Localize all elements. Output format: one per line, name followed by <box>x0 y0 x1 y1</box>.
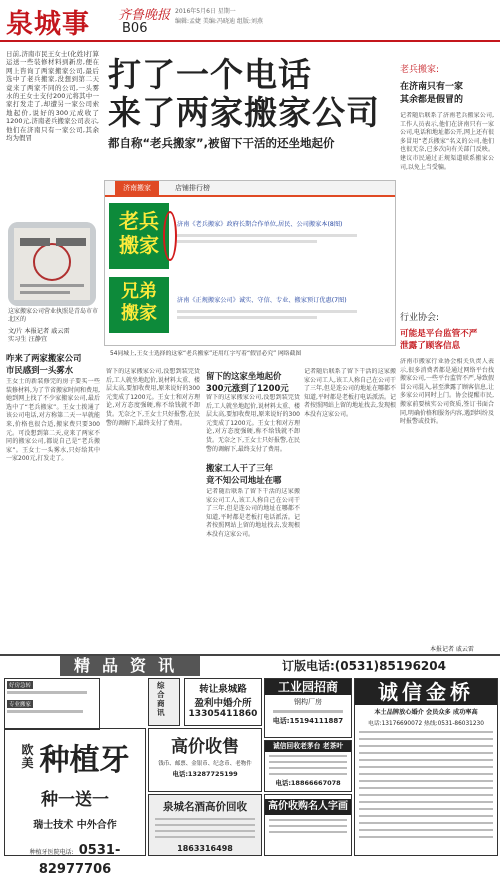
sidebar1-kicker: 老兵搬家: <box>400 65 440 75</box>
section-title: 泉城事 <box>6 9 90 40</box>
moving-sign-green <box>109 203 169 269</box>
ads-header <box>0 654 500 676</box>
byline-line2: 实习生 汪静宜 <box>8 336 48 343</box>
ads-header-left: 精品资讯 <box>60 656 200 676</box>
masthead-meta-date: 2016年5月6日 星期一 <box>175 8 236 15</box>
ad-liquor-sub: 泉城名酒高价回收 <box>163 801 247 813</box>
sidebar1-title-line1: 在济南只有一家 <box>400 82 464 92</box>
subhead-2-line2: 300元涨到了1200元 <box>206 383 289 393</box>
ad-calligraphy-title: 高价收购名人字画 <box>265 799 351 815</box>
license-photo <box>8 222 96 306</box>
ad-gold-listings <box>359 731 493 843</box>
moving-sign-text: 老兵搬家 <box>119 209 159 257</box>
subhead-3-line2: 竟不知公司地址在哪 <box>206 475 282 485</box>
ad-gold-sub: 本土品牌放心婚介 会员众多 成功率高 <box>374 709 478 716</box>
screenshot-tabbar <box>105 181 395 197</box>
ad-shop-listings <box>4 678 100 730</box>
sidebar2-title-line1: 可能是平台监管不严 <box>400 329 478 339</box>
tab-local-moving: 济南搬家 <box>115 181 159 195</box>
headline <box>108 56 398 151</box>
moving-sign-text-2: 兄弟搬家 <box>121 281 157 324</box>
ad-shop-1-line <box>7 691 87 694</box>
ad-shop-2-line <box>7 710 83 713</box>
byline <box>8 328 100 344</box>
ad-transfer <box>184 678 262 726</box>
page-number: B06 <box>122 21 148 36</box>
subhead-1-line1: 咋来了两家搬家公司 <box>6 353 82 363</box>
masthead-rule <box>0 40 500 42</box>
ad-comprehensive-title: 综合商讯 <box>157 681 165 717</box>
ad-dental-promo: 种一送一 <box>41 790 109 810</box>
screenshot-caption: 54同城上,王女士选择的这家“老兵搬家”还用红字写着“假冒必究” 网络截图 <box>110 351 302 357</box>
ad-dental <box>4 728 146 877</box>
listing-result-1-meta <box>177 234 357 237</box>
ad-industrial-details <box>273 710 343 713</box>
body-col-4: 记者随后联系了留下干活的这家搬家公司工人,该工人称自己在公司干了三年,但是连公司的地址在哪都不知道,平时都是老板打电话派活。记者按照网站上留的地址找去,发现根本没有这家公司。 <box>304 368 396 418</box>
body-col-3: 留下的这家搬家公司,没想到装完货后,工人就坐地起价,说材料太重、楼层太高,要加收费用,原来说好的300元变成了1200元。王女士和对方理论,对方态度强硬,称不给钱就不卸货。无奈之下,王女士只好报警,在民警的调解下,最终支付了费用。 <box>206 394 300 453</box>
subhead-2-line1: 留下的这家坐地起价 <box>206 371 282 381</box>
ad-shop-1: 好房急转 <box>9 683 32 689</box>
listing-result-2-meta <box>177 310 357 313</box>
body-col-1: 王女士的新装修完的房子要买一些装修材料,为了节省搬家时间和费用,她到网上找了不少家搬家公司,最后选中了“老兵搬家”。王女士拨通了该公司电话,对方称第二天一早就能来,价格也很合适,搬家费只要300元。可没想到第二天,竟来了两家不同的搬家公司,都说自己是“老兵搬家”。王女士一头雾水,只好给其中一家200元,打发走了。 <box>6 378 100 463</box>
sidebar-old-soldier <box>400 62 496 105</box>
listing-result-1-meta-2 <box>177 240 317 243</box>
ad-dental-title: 种植牙 <box>39 743 130 778</box>
listing-result-2-title[interactable]: 济南《正规搬家公司》诚实、守信、专业、搬家预订优惠 <box>177 297 332 304</box>
masthead-meta-editors: 编辑:孟婕 美编:冯晓迪 组版:刘燕 <box>175 18 263 25</box>
ads-header-phone: 订版电话:(0531)85196204 <box>282 659 446 673</box>
ad-industrial <box>264 678 352 738</box>
ad-collection-sub: 钱币、邮票、金银币、纪念币、老物件 <box>158 761 252 767</box>
license-photo-caption: 这家搬家公司营业执照是青岛市市北区的 <box>8 308 99 323</box>
body-col-3b: 记者随后联系了留下干活的这家搬家公司工人,该工人称自己在公司干了三年,但是连公司的地址在哪都不知道,平时都是老板打电话派活。记者按照网站上留的地址找去,发现根本没有这家公司。 <box>206 488 300 538</box>
sidebar1-body: 记者随后联系了济南老兵搬家公司,工作人员表示,他们在济南只有一家公司,电话和地址都公开,网上还有很多冒用“老兵搬家”名义的公司,他们也很无奈,已多次向有关部门反映。建议市民通过正规渠道联系搬家公司,以免上当受骗。 <box>400 112 494 171</box>
license-photo-image <box>8 222 96 306</box>
ad-recycle-phone[interactable]: 电话:18866667078 <box>275 779 341 787</box>
listing-result-1-title[interactable]: 济南《老兵搬家》政府长期合作单位,居民、公司搬家本 <box>177 221 328 228</box>
masthead <box>0 0 500 46</box>
ad-industrial-sub: 钢构厂房 <box>294 698 322 706</box>
ad-collection <box>148 728 262 792</box>
body-col-2a: 留下的这家搬家公司,没想到装完货后,工人就坐地起价,说材料太重、楼层太高,要加收费用,原来说好的300元变成了1200元。王女士和对方理论,对方态度强硬,称不给钱就不卸货。无奈之下,王女士只好报警,在民警的调解下,最终支付了费用。 <box>106 368 200 427</box>
ad-dental-brand: 欧美 <box>21 743 34 770</box>
ad-comprehensive <box>148 678 180 726</box>
ad-industrial-phone[interactable]: 电话:15194111887 <box>272 717 344 725</box>
subhead-1-line2: 市民感到一头雾水 <box>6 365 73 375</box>
sidebar-industry-assoc <box>400 310 496 351</box>
subhead-3-line1: 搬家工人干了三年 <box>206 463 273 473</box>
ad-recycle-title: 诚信回收老茅台 老茶叶 <box>265 741 351 752</box>
intro-text: 日前,济南市民王女士(化姓)打算运送一些装修材料到新房,便在网上咨询了两家搬家公司,最后选中了老兵搬家,没想到第二天竟来了两家不同的公司,一头雾水的王女士支付200元将其中一家打发走了,却遭另一家公司索地起价,说好的300元成收了1200元,济南老兵搬家公司表示,他们在济南只有一家公司,其余均为假冒 <box>6 50 99 143</box>
ad-liquor-lines <box>155 818 255 840</box>
listing-result-2[interactable] <box>177 287 389 319</box>
ad-transfer-phone[interactable]: 13305411860 <box>188 709 258 719</box>
ad-calligraphy <box>264 794 352 856</box>
ad-dental-tech: 瑞士技术 中外合作 <box>33 820 117 831</box>
ad-recycle <box>264 740 352 792</box>
web-screenshot <box>104 180 396 346</box>
ad-transfer-line: 盈利中婚介所 <box>194 698 252 709</box>
ad-dental-headline <box>5 735 145 779</box>
headline-subtitle: 都自称“老兵搬家”,被留下干活的还坐地起价 <box>108 136 335 150</box>
listing-result-2-count: (7图) <box>331 297 347 304</box>
listing-result-1-count: (8图) <box>327 221 343 228</box>
subhead-3 <box>206 462 302 486</box>
ad-gold-title: 诚信金桥 <box>355 679 497 705</box>
ad-shop-2: 专业搬家 <box>9 702 32 708</box>
byline-line1: 文/片 本报记者 戚云雷 <box>8 328 70 335</box>
paper-logo: 齐鲁晚报 <box>118 8 171 23</box>
headline-line2: 来了两家搬家公司 <box>108 93 380 132</box>
ad-collection-phone[interactable]: 电话:13287725199 <box>172 770 238 778</box>
sidebar2-title-line2: 泄露了顾客信息 <box>400 341 461 351</box>
sidebar1-title-line2: 其余都是假冒的 <box>400 95 464 105</box>
ad-liquor <box>148 794 262 856</box>
sidebar2-kicker: 行业协会: <box>400 313 440 323</box>
tab-shop-ranking: 店铺排行榜 <box>175 184 210 192</box>
headline-line1: 打了一个电话 <box>108 55 312 94</box>
sidebar2-byline: 本报记者 戚云雷 <box>430 646 474 653</box>
ad-industrial-title: 工业园招商 <box>265 679 351 695</box>
listing-result-1[interactable] <box>177 211 389 243</box>
ad-calligraphy-lines <box>269 819 347 837</box>
sign-highlight-oval <box>163 211 177 261</box>
subhead-2 <box>206 370 302 394</box>
sidebar2-body: 济南市搬家行业协会相关负责人表示,很多消费者都是通过网络平台找搬家公司,一些平台监管不严,导致假冒公司混入,甚至泄露了顾客信息,让多家公司同时上门。协会提醒市民,搬家前要核实公司资质,签订书面合同,明确价格和服务内容,遇到纠纷及时报警或投诉。 <box>400 358 494 426</box>
subhead-1 <box>6 352 102 376</box>
ad-collection-title: 高价收售 <box>171 737 239 757</box>
ad-liquor-phone[interactable]: 1863316498 <box>177 844 233 853</box>
ad-dental-phone[interactable]: 0531-82977706 <box>38 843 121 877</box>
ad-recycle-lines <box>269 755 347 775</box>
ad-dental-bottom <box>5 839 145 877</box>
listing-result-2-meta-2 <box>177 316 317 319</box>
ad-transfer-title: 转让泉城路 <box>199 684 247 695</box>
ad-gold-bridge <box>354 678 498 856</box>
ad-gold-phone[interactable]: 电话:13176690072 热线:0531-86031230 <box>368 721 484 727</box>
ad-dental-hospital: 种植牙医院电话: <box>29 849 74 856</box>
moving-sign-green-2 <box>109 277 169 333</box>
